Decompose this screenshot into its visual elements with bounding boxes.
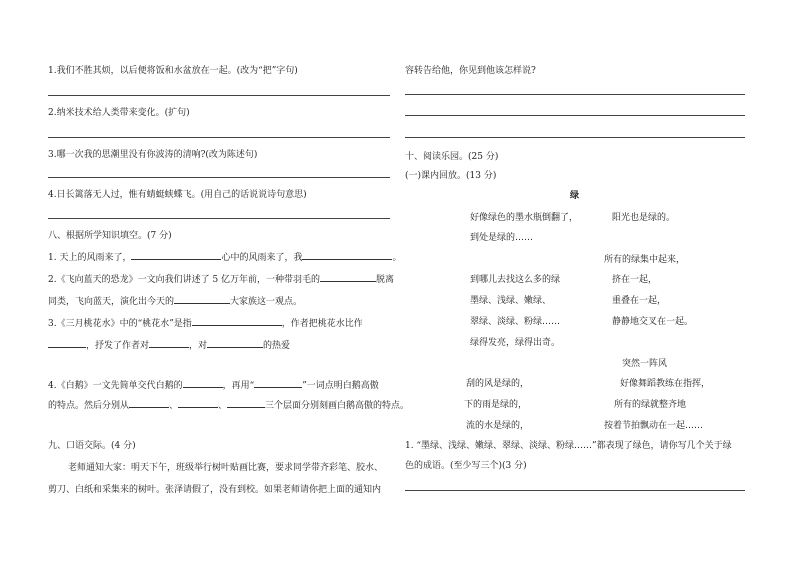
poem-line: 所有的绿集中起来， <box>604 255 686 265</box>
text: 、 <box>218 401 228 411</box>
text: ，抒发了作者对 <box>86 341 150 351</box>
poem-line: 静静地交叉在一起。 <box>612 317 694 327</box>
text: 脱离 <box>376 275 395 285</box>
text: 。 <box>392 253 402 263</box>
poem-line: 挤在一起， <box>612 275 658 285</box>
fill-item-4-cont <box>48 398 409 412</box>
answer-line[interactable] <box>405 94 745 95</box>
blank[interactable] <box>320 272 376 282</box>
poem-line: 翠绿、淡绿、粉绿…… <box>470 317 561 327</box>
text: ，再用“ <box>222 381 255 391</box>
poem-line: 按着节拍飘动在一起…… <box>604 421 704 431</box>
blank[interactable] <box>131 250 221 260</box>
question-4: 4.日长篱落无人过，惟有蜻蜓蛱蝶飞。(用自己的话说说诗句意思) <box>48 190 307 200</box>
text: ，对 <box>189 341 208 351</box>
answer-line[interactable] <box>405 490 745 491</box>
poem-line: 墨绿、浅绿、嫩绿、 <box>470 296 552 306</box>
section-9-heading: 九、口语交际。(4 分) <box>48 441 136 451</box>
poem-line: 流的水是绿的， <box>466 421 530 431</box>
blank[interactable] <box>302 250 392 260</box>
text: ，作者把桃花水比作 <box>281 319 363 329</box>
text: 2.《飞向蓝天的恐龙》一文向我们讲述了 5 亿万年前，一种带羽毛的 <box>48 275 321 285</box>
answer-line[interactable] <box>48 137 390 138</box>
text: ”一词点明白鹅高傲 <box>302 381 379 391</box>
blank[interactable] <box>254 378 302 388</box>
poem-line: 阳光也是绿的。 <box>612 213 676 223</box>
question-3: 3.哪一次我的思潮里没有你波涛的清响?(改为陈述句) <box>48 150 258 160</box>
text: 4.《白鹅》一文先简单交代白鹅的 <box>48 381 183 391</box>
blank[interactable] <box>178 398 218 408</box>
poem-line: 到处是绿的…… <box>470 233 534 243</box>
fill-item-3 <box>48 316 363 330</box>
reading-question-1: 1. “墨绿、浅绿、嫩绿、翠绿、淡绿、粉绿……”都表现了绿色，请你写几个关于绿 <box>405 441 732 451</box>
answer-line[interactable] <box>48 177 390 178</box>
blank[interactable] <box>183 378 223 388</box>
section-9-paragraph-1: 老师通知大家：明天下午，班级举行树叶贴画比赛，要求同学带齐彩笔、胶水、 <box>68 463 384 473</box>
poem-line: 好像舞蹈教练在指挥， <box>620 379 711 389</box>
subsection-1-heading: (一)课内回放。(13 分) <box>405 171 497 181</box>
question-2: 2.纳米技术给人类带来变化。(扩句) <box>48 108 190 118</box>
text: 大家族这一观点。 <box>230 297 303 307</box>
text: 1. 天上的风雨来了， <box>48 253 132 263</box>
fill-item-1 <box>48 250 401 264</box>
text: 、 <box>169 401 179 411</box>
text: 的热爱 <box>263 341 291 351</box>
fill-item-2-cont <box>48 294 302 308</box>
poem-line: 下的雨是绿的， <box>464 400 528 410</box>
blank[interactable] <box>129 398 169 408</box>
blank[interactable] <box>227 398 265 408</box>
text: 三个层面分别刻画白鹅高傲的特点。 <box>265 401 410 411</box>
poem-line: 好像绿色的墨水瓶倒翻了， <box>470 213 579 223</box>
fill-item-4 <box>48 378 379 392</box>
text: 同类，飞向蓝天，演化出今天的 <box>48 297 175 307</box>
poem-line: 重叠在一起， <box>612 296 667 306</box>
blank[interactable] <box>174 294 230 304</box>
poem-line: 刮的风是绿的， <box>466 379 530 389</box>
poem-line: 到哪儿去找这么多的绿 <box>470 275 561 285</box>
blank[interactable] <box>207 338 263 348</box>
poem-title: 绿 <box>570 191 580 201</box>
section-10-heading: 十、阅读乐园。(25 分) <box>405 152 499 162</box>
blank[interactable] <box>48 338 86 348</box>
blank[interactable] <box>149 338 189 348</box>
section-9-continued: 容转告给他，你见到他该怎样说? <box>405 66 536 76</box>
answer-line[interactable] <box>48 95 390 96</box>
fill-item-3-cont <box>48 338 290 352</box>
blank[interactable] <box>192 316 282 326</box>
section-8-heading: 八、根据所学知识填空。(7 分) <box>48 231 172 241</box>
answer-line[interactable] <box>48 218 390 219</box>
poem-line: 绿得发亮，绿得出奇。 <box>470 338 561 348</box>
reading-question-1-cont: 色的成语。(至少写三个)(3 分) <box>405 461 527 471</box>
poem-line: 所有的绿就整齐地 <box>614 400 687 410</box>
poem-line: 突然一阵风 <box>622 359 668 369</box>
answer-line[interactable] <box>405 137 745 138</box>
section-9-paragraph-2: 剪刀、白纸和采集来的树叶。张泽请假了，没有到校。如果老师请你把上面的通知内 <box>48 485 382 495</box>
text: 的特点。然后分别从 <box>48 401 130 411</box>
fill-item-2 <box>48 272 394 286</box>
answer-line[interactable] <box>405 115 745 116</box>
question-1: 1.我们不胜其烦，以后便将饭和水盆放在一起。(改为“把”字句) <box>48 66 298 76</box>
text: 3.《三月桃花水》中的“桃花水”是指 <box>48 319 192 329</box>
text: 心中的风雨来了，我 <box>221 253 303 263</box>
